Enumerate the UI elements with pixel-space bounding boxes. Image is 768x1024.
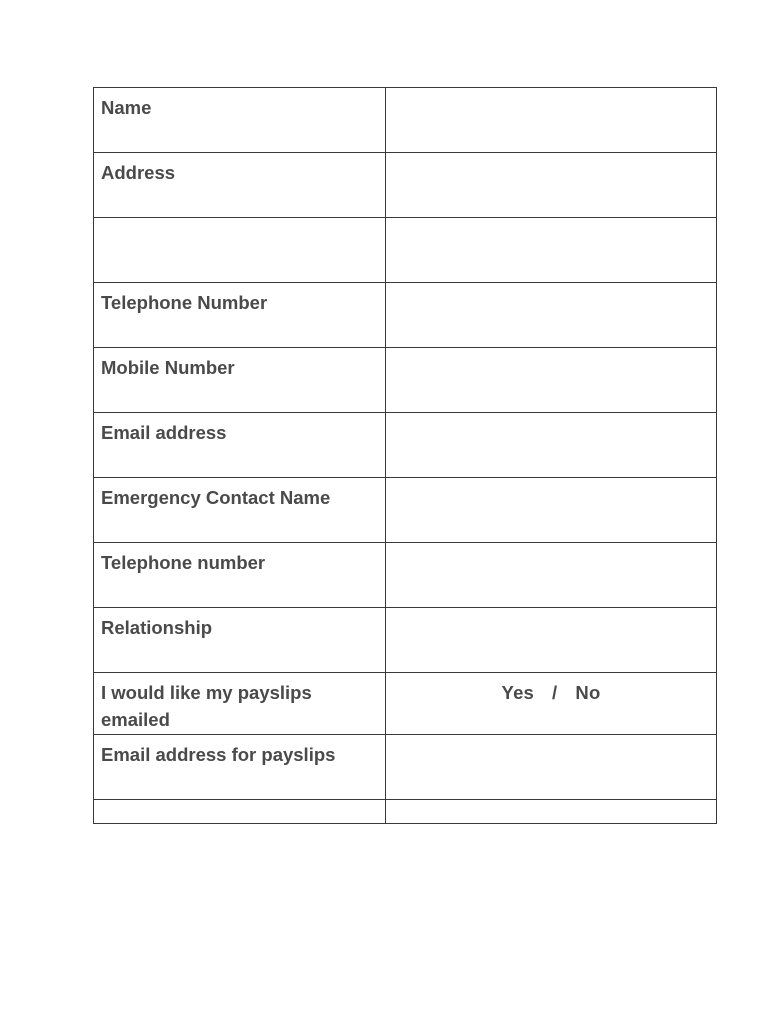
label-cell: [94, 88, 386, 153]
emergency-telephone-label: Telephone number: [101, 552, 266, 573]
relationship-field[interactable]: [386, 608, 717, 673]
emergency-telephone-field[interactable]: [386, 543, 717, 608]
yes-option[interactable]: Yes: [501, 682, 535, 703]
label-cell: [94, 218, 386, 283]
blank-field[interactable]: [386, 800, 717, 824]
form-row-name: [94, 88, 717, 153]
label-cell: [94, 413, 386, 478]
address-continued-field[interactable]: [386, 218, 717, 283]
form-row-blank: [94, 800, 717, 824]
form-row-email: [94, 413, 717, 478]
form-row-payslip-email-address: [94, 735, 717, 800]
form-row-address: [94, 153, 717, 218]
form-row-mobile: [94, 348, 717, 413]
address-field[interactable]: [386, 153, 717, 218]
form-row-relationship: [94, 608, 717, 673]
telephone-label: Telephone Number: [101, 292, 268, 313]
label-cell: [94, 478, 386, 543]
label-cell: [94, 153, 386, 218]
emergency-contact-label: Emergency Contact Name: [101, 487, 331, 508]
mobile-label: Mobile Number: [101, 357, 235, 378]
employee-details-form: [93, 87, 717, 824]
relationship-label: Relationship: [101, 617, 213, 638]
emergency-contact-field[interactable]: [386, 478, 717, 543]
choice-separator: /: [552, 682, 558, 703]
telephone-field[interactable]: [386, 283, 717, 348]
payslip-email-address-label: Email address for payslips: [101, 744, 336, 765]
form-row-address-continued: [94, 218, 717, 283]
name-label: Name: [101, 97, 152, 118]
label-cell: [94, 608, 386, 673]
payslip-email-address-field[interactable]: [386, 735, 717, 800]
yes-no-choice: [386, 673, 716, 706]
form-row-telephone: [94, 283, 717, 348]
form-row-payslip-email-choice: [94, 673, 717, 735]
label-cell: [94, 735, 386, 800]
label-cell: [94, 800, 386, 824]
mobile-field[interactable]: [386, 348, 717, 413]
payslip-email-choice-label: I would like my payslips emailed: [101, 682, 312, 730]
email-field[interactable]: [386, 413, 717, 478]
label-cell: [94, 348, 386, 413]
no-option[interactable]: No: [575, 682, 601, 703]
email-label: Email address: [101, 422, 227, 443]
address-label: Address: [101, 162, 176, 183]
label-cell: [94, 283, 386, 348]
address-continued-label: [94, 218, 385, 224]
form-row-emergency-telephone: [94, 543, 717, 608]
label-cell: [94, 543, 386, 608]
form-row-emergency-contact: [94, 478, 717, 543]
name-field[interactable]: [386, 88, 717, 153]
payslip-email-choice-field: [386, 673, 717, 735]
label-cell: [94, 673, 386, 735]
